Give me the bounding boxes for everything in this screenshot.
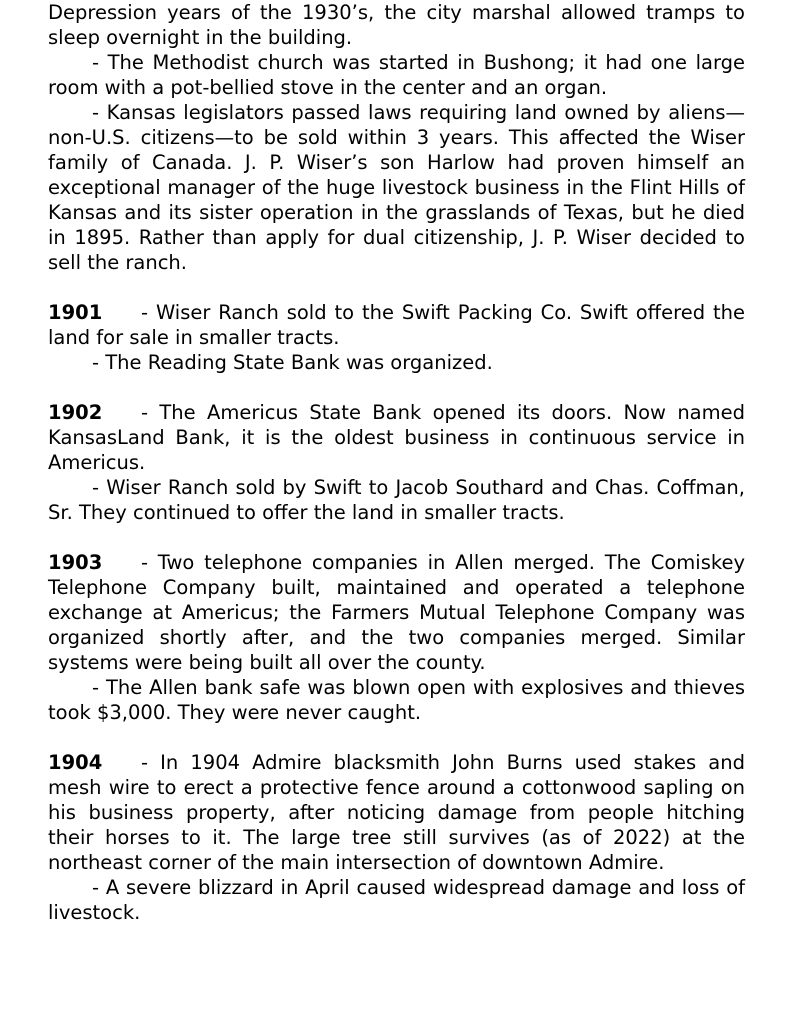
spacer xyxy=(48,525,745,550)
document-page xyxy=(48,0,745,925)
entry-1901-paragraph xyxy=(48,300,745,350)
entry-1902-item: - Wiser Ranch sold by Swift to Jacob Southard and Chas. Coffman, Sr. They continued to offer the land in smaller tracts. xyxy=(48,476,745,524)
intro-continuation-paragraph: Depression years of the 1930’s, the city marshal allowed tramps to sleep overnight in the building. xyxy=(48,1,745,49)
spacer xyxy=(48,275,745,300)
spacer xyxy=(48,725,745,750)
entry-1903-text: - Two telephone companies in Allen merged. The Comiskey Telephone Company built, maintained and operated a telephone exchange at Americus; the Farmers Mutual Telephone Company was organized shortly after, and the two companies merged. Similar systems were being built all over the county. xyxy=(48,551,745,674)
entry-1903-item: - The Allen bank safe was blown open with explosives and thieves took $3,000. They were never caught. xyxy=(48,676,745,724)
entry-1904-paragraph xyxy=(48,750,745,875)
methodist-church-paragraph: - The Methodist church was started in Bushong; it had one large room with a pot-bellied stove in the center and an organ. xyxy=(48,51,745,99)
alien-land-law-paragraph: - Kansas legislators passed laws requiring land owned by aliens—non-U.S. citizens—to be sold within 3 years. This affected the Wiser family of Canada. J. P. Wiser’s son Harlow had proven himself an exceptional manager of the huge livestock business in the Flint Hills of Kansas and its sister operation in the grasslands of Texas, but he died in 1895. Rather than apply for dual citizenship, J. P. Wiser decided to sell the ranch. xyxy=(48,101,745,274)
entry-1904-text: - In 1904 Admire blacksmith John Burns used stakes and mesh wire to erect a protective fence around a cottonwood sapling on his business property, after noticing damage from people hitching their horses to it. The large tree still survives (as of 2022) at the northeast corner of the main intersection of downtown Admire. xyxy=(48,751,745,874)
entry-1902-text: - The Americus State Bank opened its doors. Now named KansasLand Bank, it is the oldest business in continuous service in Americus. xyxy=(48,401,745,474)
year-1902-label: 1902 xyxy=(48,401,103,424)
entry-1903-paragraph xyxy=(48,550,745,675)
entry-1902-paragraph xyxy=(48,400,745,475)
entry-1904-item: - A severe blizzard in April caused widespread damage and loss of livestock. xyxy=(48,876,745,924)
year-1901-label: 1901 xyxy=(48,301,103,324)
entry-1901-text: - Wiser Ranch sold to the Swift Packing Co. Swift offered the land for sale in smaller tracts. xyxy=(48,301,745,349)
year-1904-label: 1904 xyxy=(48,751,103,774)
entry-1901-item: - The Reading State Bank was organized. xyxy=(92,351,493,374)
spacer xyxy=(48,375,745,400)
year-1903-label: 1903 xyxy=(48,551,103,574)
